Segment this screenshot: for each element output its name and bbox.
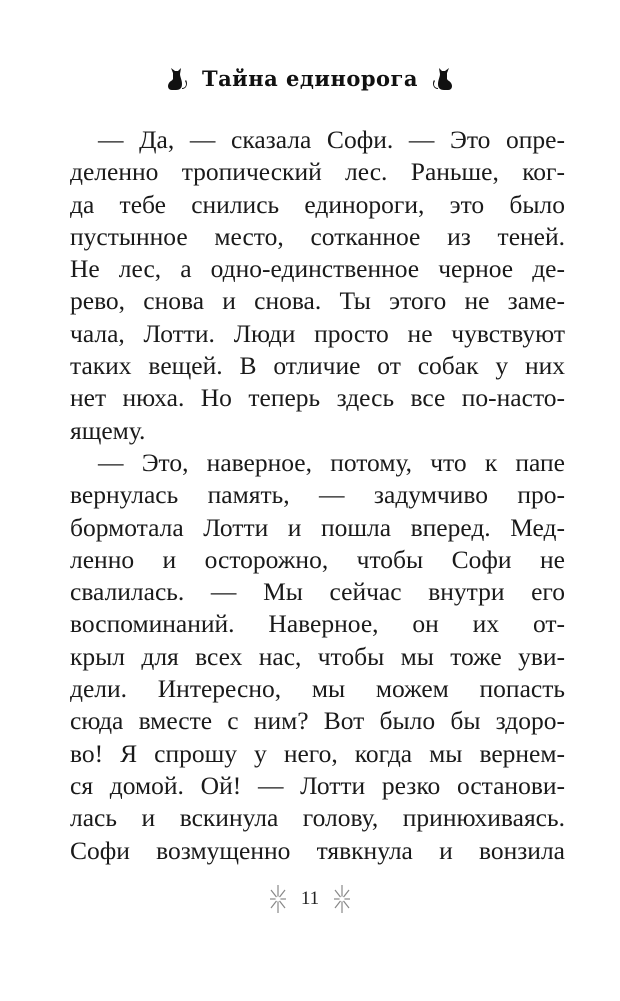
text-line: вернулась память, — задумчиво про- <box>70 480 565 510</box>
text-line: пустынное место, сотканное из теней. <box>70 221 565 251</box>
page-body-text <box>70 124 565 867</box>
cat-icon <box>166 67 188 91</box>
page-footer <box>0 884 620 914</box>
text-line: — Да, — сказала Софи. — Это опре- <box>98 125 565 154</box>
text-line: да тебе снились единороги, это было <box>70 189 565 219</box>
text-line: таких вещей. В отличие от собак у них <box>70 351 565 381</box>
starburst-ornament-icon <box>333 884 351 914</box>
text-line: свалилась. — Мы сейчас внутри его <box>70 577 565 607</box>
text-line: крыл для всех нас, чтобы мы тоже уви- <box>70 641 565 671</box>
text-line: ящему. <box>70 415 146 445</box>
text-line: деленно тропический лес. Раньше, ког- <box>70 157 565 187</box>
running-header <box>0 66 620 91</box>
starburst-ornament-icon <box>269 884 287 914</box>
text-line: сюда вместе с ним? Вот было бы здоро- <box>70 706 565 736</box>
text-line: ся домой. Ой! — Лотти резко останови- <box>70 770 565 800</box>
paragraph <box>70 447 565 867</box>
cat-icon <box>432 67 454 91</box>
text-line: лась и вскинула голову, принюхиваясь. <box>70 803 565 833</box>
text-line: Софи возмущенно тявкнула и вонзила <box>70 835 565 865</box>
text-line: — Это, наверное, потому, что к папе <box>98 447 565 477</box>
text-line: Не лес, а одно-единственное черное де- <box>70 254 565 284</box>
text-line: воспоминаний. Наверное, он их от- <box>70 609 565 639</box>
book-title: Тайна единорога <box>201 66 419 91</box>
text-line: нет нюха. Но теперь здесь все по-насто- <box>70 383 565 413</box>
text-line: дели. Интересно, мы можем попасть <box>70 674 565 704</box>
text-line: бормотала Лотти и пошла вперед. Мед- <box>70 512 565 542</box>
text-line: чала, Лотти. Люди просто не чувствуют <box>70 318 565 348</box>
page-number: 11 <box>300 888 320 909</box>
text-line: ленно и осторожно, чтобы Софи не <box>70 544 565 574</box>
text-line: во! Я спрошу у него, когда мы вернем- <box>70 738 565 768</box>
text-line: рево, снова и снова. Ты этого не заме- <box>70 286 565 316</box>
paragraph <box>70 124 565 447</box>
